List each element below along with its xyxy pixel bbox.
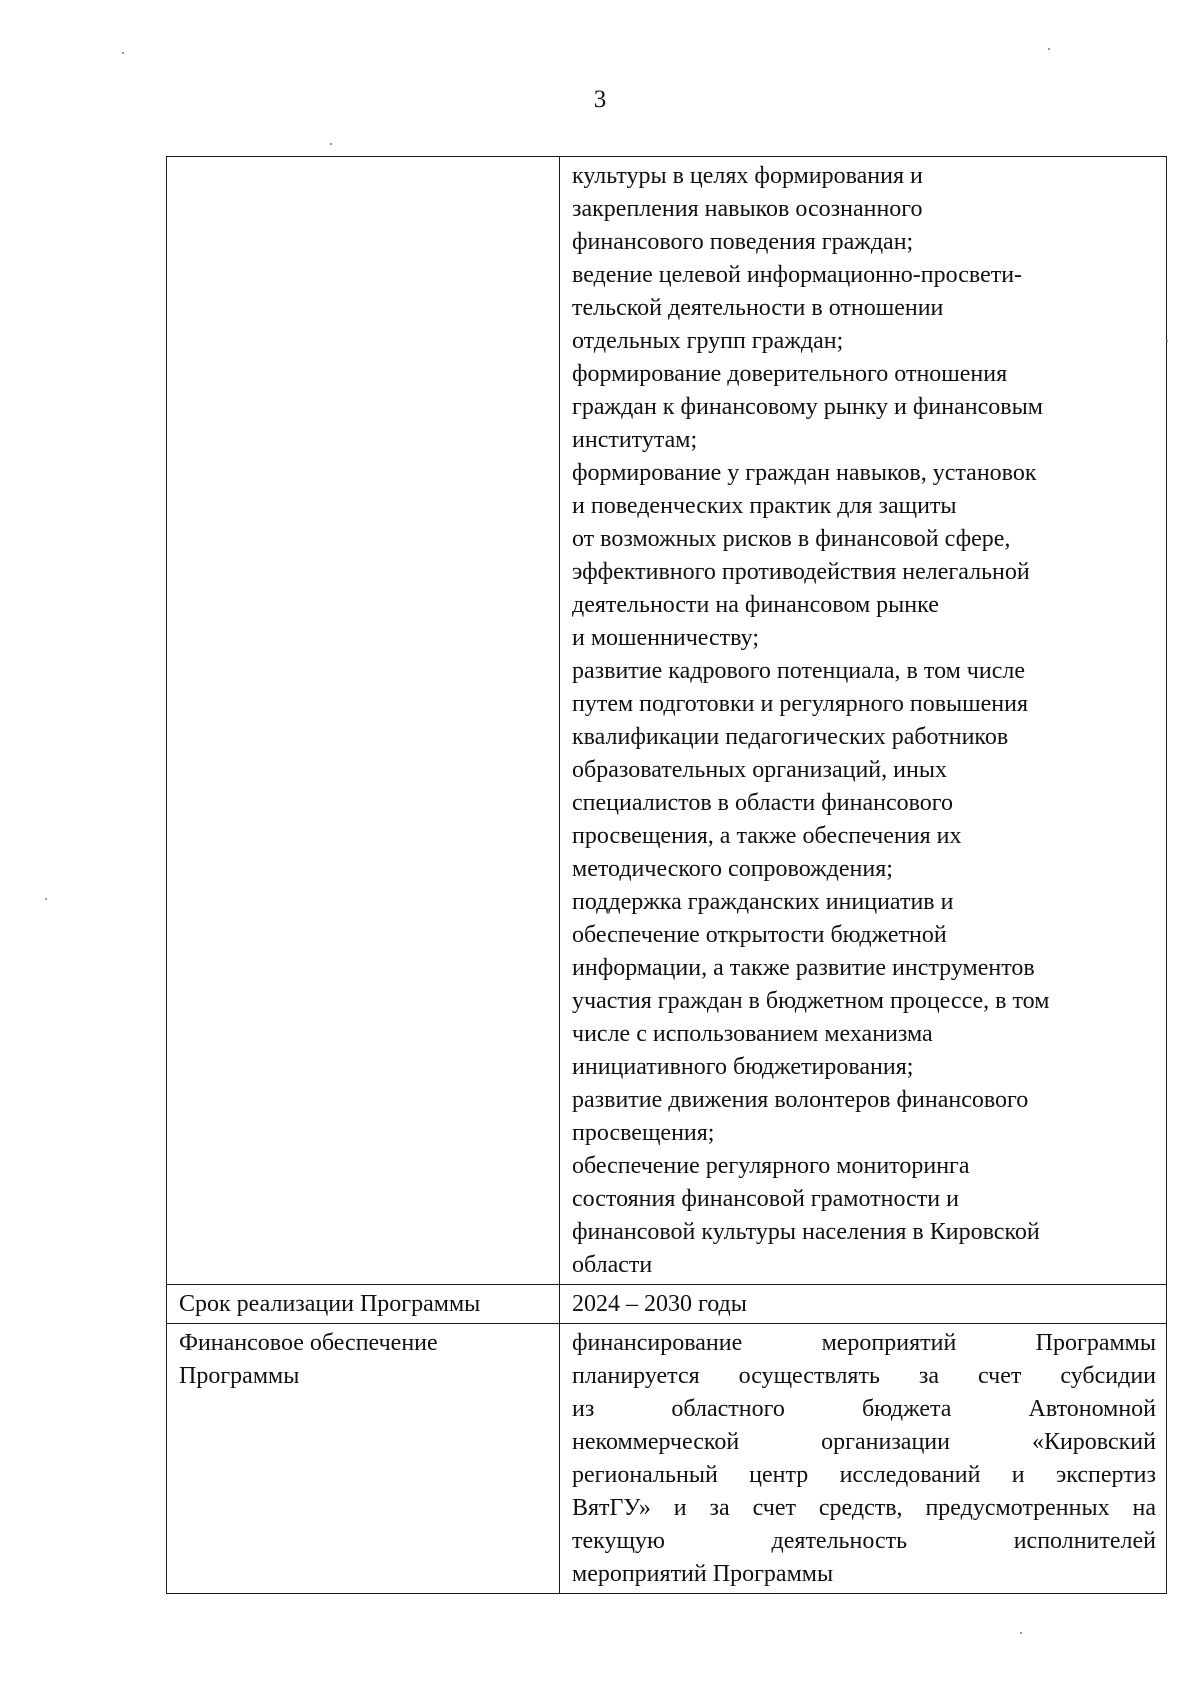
funding-label-line: Финансовое обеспечение (179, 1330, 438, 1356)
goal-text-line: области (572, 1252, 653, 1278)
row-value-cell (560, 1285, 1167, 1324)
goal-text-line: тельской деятельности в отношении (572, 295, 944, 321)
table-row-goals (167, 157, 1167, 1285)
funding-text-line: ВятГУ» и за счет средств, предусмотренных на (572, 1495, 1156, 1521)
goal-text-line: развитие движения волонтеров финансового (572, 1087, 1029, 1113)
row-value-cell (560, 1324, 1167, 1594)
goal-text-line: отдельных групп граждан; (572, 328, 844, 354)
funding-text-line: текущую деятельность исполнителей (572, 1528, 1156, 1554)
table-row-funding (167, 1324, 1167, 1594)
term-value: 2024 – 2030 годы (572, 1291, 747, 1317)
row-label-cell (167, 157, 560, 1285)
scan-speck (1020, 1632, 1022, 1634)
goal-text-line: граждан к финансовому рынку и финансовым (572, 394, 1043, 420)
row-label-cell (167, 1324, 560, 1594)
goal-text-line: деятельности на финансовом рынке (572, 592, 939, 618)
program-passport-table (166, 156, 1167, 1594)
funding-text-line: некоммерческой организации «Кировский (572, 1429, 1156, 1455)
goal-text-line: институтам; (572, 427, 698, 453)
goal-text-line: участия граждан в бюджетном процессе, в том (572, 988, 1050, 1014)
row-value-cell (560, 157, 1167, 1285)
goal-text-line: от возможных рисков в финансовой сфере, (572, 526, 1011, 552)
goal-text-line: ведение целевой информационно-просвети- (572, 262, 1023, 288)
page-number: 3 (593, 86, 607, 113)
goal-text-line: финансового поведения граждан; (572, 229, 914, 255)
scan-speck (1166, 340, 1168, 342)
goal-text-line: числе с использованием механизма (572, 1021, 933, 1047)
goal-text-line: культуры в целях формирования и (572, 163, 923, 189)
goal-text-line: эффективного противодействия нелегальной (572, 559, 1030, 585)
goal-text-line: формирование у граждан навыков, установок (572, 460, 1037, 486)
goal-text-line: просвещения; (572, 1120, 715, 1146)
goal-text-line: развитие кадрового потенциала, в том числе (572, 658, 1025, 684)
goal-text-line: и мошенничеству; (572, 625, 760, 651)
funding-text-line: финансирование мероприятий Программы (572, 1330, 1156, 1356)
goal-text-line: инициативного бюджетирования; (572, 1054, 914, 1080)
goal-text-line: информации, а также развитие инструментов (572, 955, 1035, 981)
goal-text-line: специалистов в области финансового (572, 790, 954, 816)
goal-text-line: путем подготовки и регулярного повышения (572, 691, 1029, 717)
goal-text-line: поддержка гражданских инициатив и (572, 889, 954, 915)
scan-speck (330, 143, 332, 145)
table-row-term (167, 1285, 1167, 1324)
funding-text-line: региональный центр исследований и экспертиз (572, 1462, 1156, 1488)
goal-text-line: формирование доверительного отношения (572, 361, 1008, 387)
scan-speck (45, 898, 47, 900)
funding-text-line: мероприятий Программы (572, 1561, 834, 1587)
goal-text-line: обеспечение регулярного мониторинга (572, 1153, 970, 1179)
scan-speck (122, 52, 124, 54)
funding-label-line: Программы (179, 1363, 300, 1389)
goal-text-line: квалификации педагогических работников (572, 724, 1009, 750)
term-label: Срок реализации Программы (179, 1291, 481, 1317)
goal-text-line: просвещения, а также обеспечения их (572, 823, 962, 849)
goal-text-line: и поведенческих практик для защиты (572, 493, 957, 519)
funding-text-line: из областного бюджета Автономной (572, 1396, 1156, 1422)
goal-text-line: финансовой культуры населения в Кировской (572, 1219, 1040, 1245)
funding-text-line: планируется осуществлять за счет субсидии (572, 1363, 1156, 1389)
goal-text-line: закрепления навыков осознанного (572, 196, 923, 222)
goal-text-line: образовательных организаций, иных (572, 757, 947, 783)
goal-text-line: методического сопровождения; (572, 856, 893, 882)
goal-text-line: состояния финансовой грамотности и (572, 1186, 959, 1212)
row-label-cell (167, 1285, 560, 1324)
scan-speck (1048, 48, 1050, 50)
goal-text-line: обеспечение открытости бюджетной (572, 922, 947, 948)
